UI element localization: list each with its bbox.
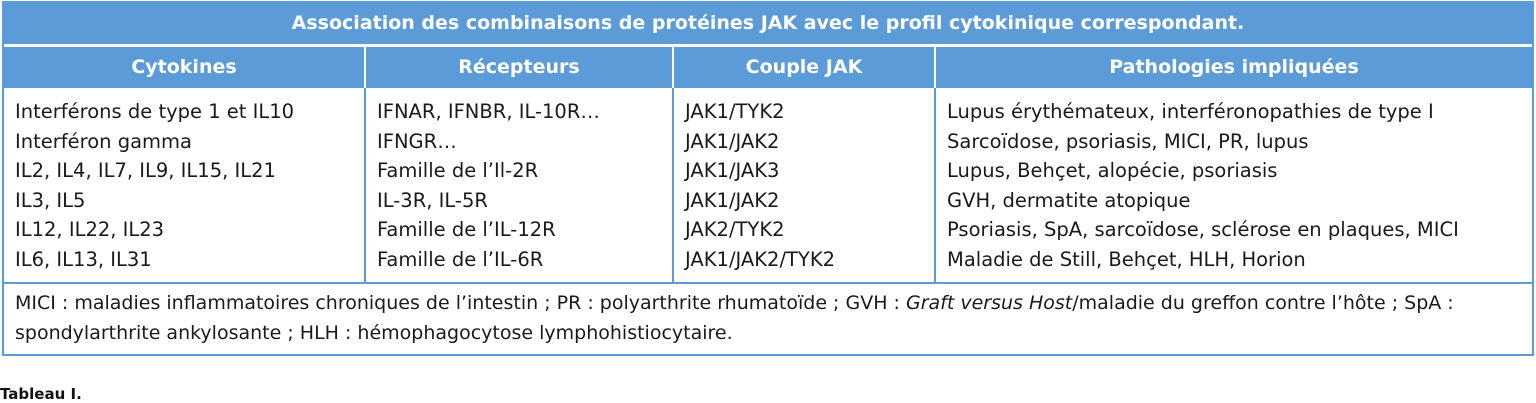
table-title: Association des combinaisons de protéines JAK avec le profil cytokinique correspondant. bbox=[4, 3, 1532, 47]
table-caption: Tableau I. bbox=[0, 385, 82, 403]
table-footnote bbox=[4, 284, 1532, 354]
header-cytokines: Cytokines bbox=[131, 56, 237, 78]
cell-pathologies: Psoriasis, SpA, sarcoïdose, sclérose en plaques, MICI bbox=[947, 218, 1459, 241]
table-body bbox=[4, 88, 1532, 284]
cell-couple-jak: JAK1/JAK2 bbox=[685, 129, 780, 153]
footnote-part1: MICI : maladies inflammatoires chroniques de l’intestin ; PR : polyarthrite rhumatoïde ; GVH : bbox=[15, 292, 906, 314]
cell-recepteurs: IFNGR… bbox=[377, 129, 457, 153]
cell-cytokines: IL2, IL4, IL7, IL9, IL15, IL21 bbox=[15, 159, 276, 182]
cell-cytokines: Interféron gamma bbox=[15, 129, 192, 153]
header-recepteurs: Récepteurs bbox=[364, 47, 672, 88]
cell-cytokines: IL6, IL13, IL31 bbox=[15, 247, 152, 271]
cell-cytokines: IL12, IL22, IL23 bbox=[15, 218, 165, 241]
cell-recepteurs: IFNAR, IFNBR, IL-10R… bbox=[377, 100, 600, 123]
cell-pathologies: Maladie de Still, Behçet, HLH, Horion bbox=[947, 247, 1306, 271]
header-couple-jak: Couple JAK bbox=[672, 47, 934, 88]
cell-pathologies: Lupus, Behçet, alopécie, psoriasis bbox=[947, 159, 1278, 182]
footnote-italic: Graft versus Host bbox=[905, 292, 1073, 314]
column-recepteurs bbox=[364, 88, 672, 282]
cell-pathologies: Sarcoïdose, psoriasis, MICI, PR, lupus bbox=[947, 129, 1309, 153]
cell-recepteurs: Famille de l’IL-6R bbox=[377, 247, 544, 271]
cell-pathologies: GVH, dermatite atopique bbox=[947, 188, 1191, 212]
footnote-part2: /maladie du greffon contre l’hôte ; SpA : spondylarthrite ankylosante ; HLH : hémophagocytose lymphohistiocytaire. bbox=[15, 292, 1454, 344]
cell-couple-jak: JAK1/JAK2/TYK2 bbox=[685, 247, 836, 271]
column-couple-jak bbox=[672, 88, 934, 282]
data-table bbox=[2, 1, 1534, 356]
column-pathologies bbox=[934, 88, 1532, 282]
cell-pathologies: Lupus érythémateux, interféronopathies de type I bbox=[947, 100, 1434, 123]
cell-couple-jak: JAK2/TYK2 bbox=[685, 218, 785, 241]
table-header-row bbox=[4, 47, 1532, 88]
cell-recepteurs: Famille de l’Il-2R bbox=[377, 159, 539, 182]
header-pathologies: Pathologies impliquées bbox=[934, 47, 1532, 88]
cell-recepteurs: IL-3R, IL-5R bbox=[377, 188, 488, 212]
cell-cytokines: Interférons de type 1 et IL10 bbox=[15, 100, 295, 123]
column-cytokines bbox=[4, 97, 364, 274]
cell-couple-jak: JAK1/TYK2 bbox=[685, 100, 785, 123]
cell-cytokines: IL3, IL5 bbox=[15, 188, 86, 212]
cell-couple-jak: JAK1/JAK2 bbox=[685, 188, 780, 212]
cell-recepteurs: Famille de l’IL-12R bbox=[377, 218, 556, 241]
cell-couple-jak: JAK1/JAK3 bbox=[685, 159, 780, 182]
